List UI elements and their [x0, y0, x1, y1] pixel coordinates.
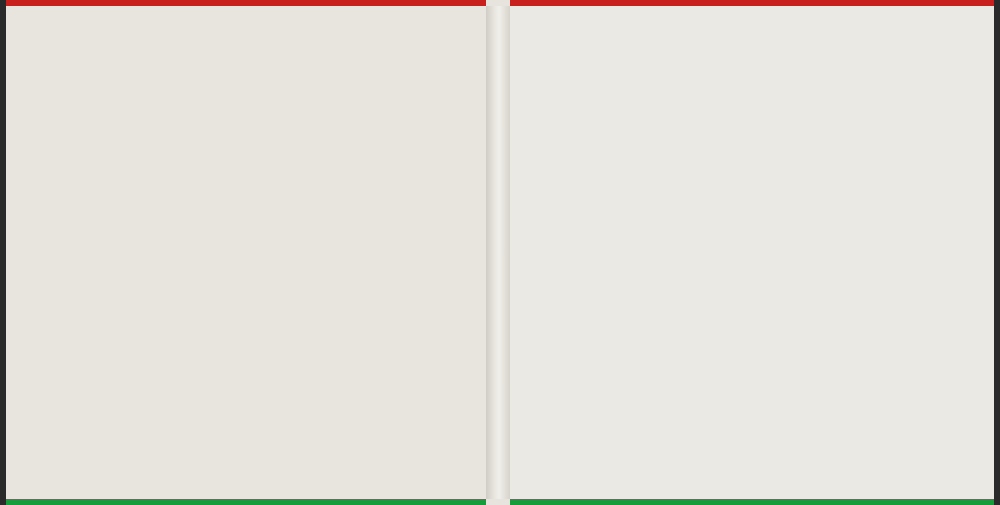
spine: [486, 6, 510, 499]
column-essay-1: [652, 12, 806, 492]
column-sides-1-2: [30, 42, 165, 482]
column-essay-2: [818, 12, 974, 478]
green-edge-right: [510, 499, 994, 505]
column-credits: [314, 12, 476, 492]
right-edge: [994, 0, 1000, 505]
green-edge-left: [6, 499, 486, 505]
column-bios-2: [522, 12, 640, 492]
column-sides-3-4: [176, 12, 304, 492]
